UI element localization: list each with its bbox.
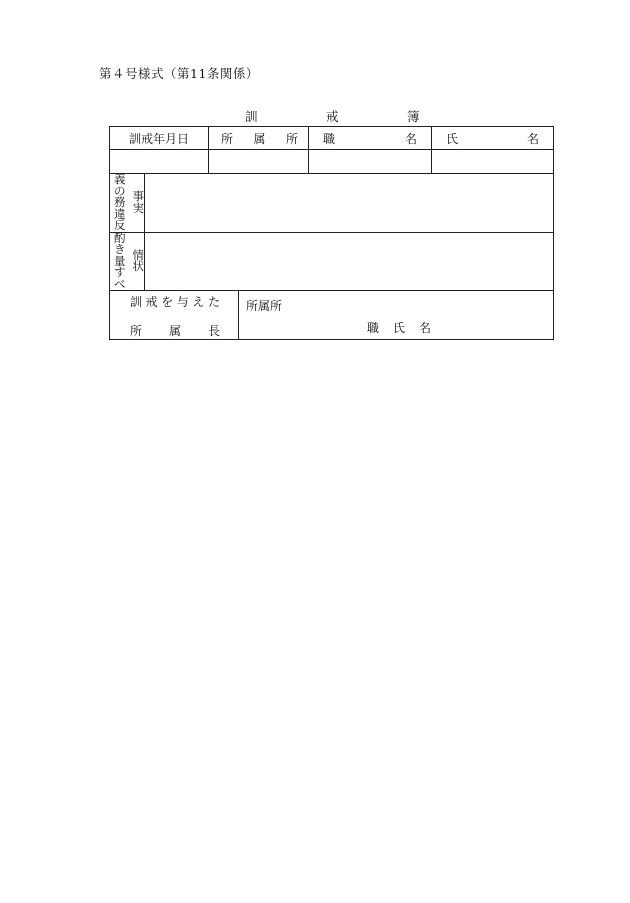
title-char-3: 簿 — [407, 109, 420, 124]
form-number-label: 第４号様式（第11条関係） — [99, 66, 259, 81]
entry-row — [110, 150, 554, 174]
duty-violation-label: 義の 務 違 反 事 実 — [110, 174, 145, 233]
signature-row — [110, 291, 554, 340]
header-name: 氏 名 — [432, 127, 554, 150]
reprimand-register-table — [109, 126, 554, 340]
circumstances-content[interactable] — [145, 232, 554, 291]
position-name-label: 職 氏 名 — [367, 321, 432, 335]
circumstances-label: 酌き 量 す べ 情 状 — [110, 232, 145, 291]
office-label: 所属所 — [246, 299, 283, 313]
entry-date-cell[interactable] — [110, 150, 209, 174]
signature-label: 訓 戒 を 与 え た 所 属 長 — [110, 291, 239, 340]
header-date: 訓戒年月日 — [110, 127, 209, 150]
title-char-2: 戒 — [326, 109, 339, 124]
header-position: 職 名 — [309, 127, 432, 150]
entry-office-cell[interactable] — [209, 150, 309, 174]
entry-position-cell[interactable] — [309, 150, 432, 174]
signature-content[interactable] — [239, 291, 554, 340]
entry-name-cell[interactable] — [432, 150, 554, 174]
header-office: 所 属 所 — [209, 127, 309, 150]
circumstances-row — [110, 232, 554, 291]
duty-violation-content[interactable] — [145, 174, 554, 233]
header-row — [110, 127, 554, 150]
duty-violation-row — [110, 174, 554, 233]
title-char-1: 訓 — [245, 109, 258, 124]
